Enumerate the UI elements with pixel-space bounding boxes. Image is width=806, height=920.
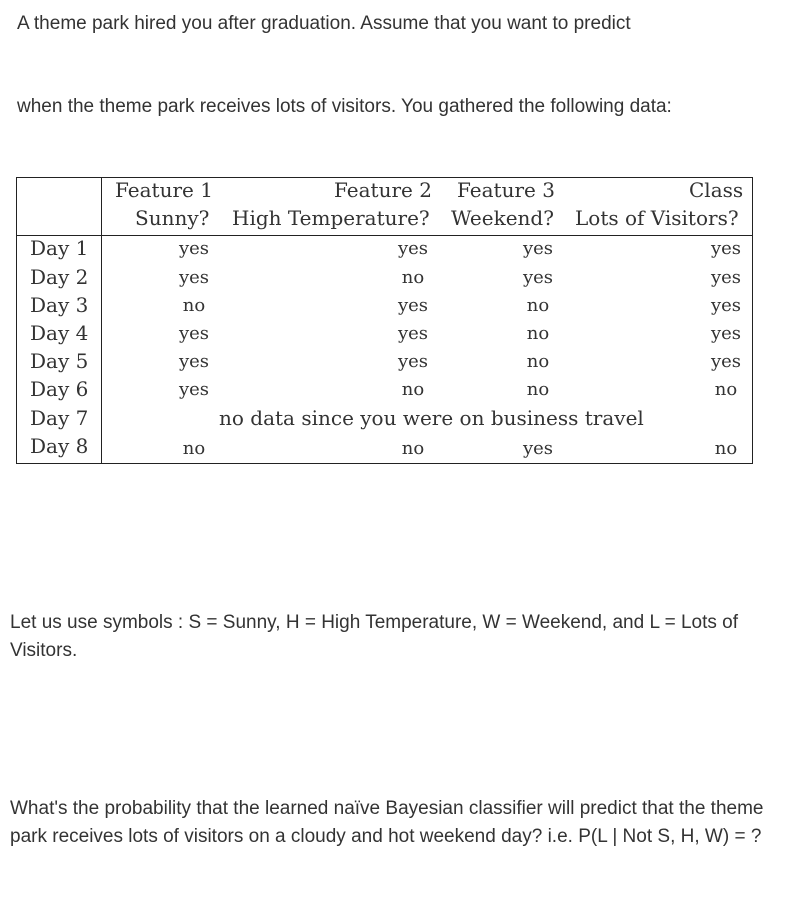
table-cell: yes	[522, 438, 554, 459]
table-cell: no	[526, 379, 550, 400]
table-cell: yes	[178, 267, 210, 288]
table-cell: yes	[710, 295, 742, 316]
missing-data-note: no data since you were on business travel	[219, 406, 644, 430]
table-cell: yes	[178, 323, 210, 344]
table-cell: yes	[710, 323, 742, 344]
intro-line-2: when the theme park receives lots of visitors. You gathered the following data:	[17, 96, 672, 117]
row-day-label: Day 7	[30, 406, 89, 430]
header-feature-3: Feature 3	[457, 178, 555, 202]
row-day-label: Day 2	[30, 265, 89, 289]
header-high-temperature: High Temperature?	[232, 206, 430, 230]
row-day-label: Day 1	[30, 236, 89, 260]
table-cell: yes	[397, 323, 429, 344]
table-cell: yes	[522, 267, 554, 288]
data-table	[16, 177, 753, 464]
table-cell: yes	[397, 351, 429, 372]
row-day-label: Day 3	[30, 293, 89, 317]
table-cell: no	[182, 438, 206, 459]
header-feature-1: Feature 1	[115, 178, 213, 202]
table-cell: no	[401, 267, 425, 288]
symbols-definition: Let us use symbols : S = Sunny, H = High Temperature, W = Weekend, and L = Lots of Visitors.	[10, 612, 739, 661]
row-day-label: Day 8	[30, 434, 89, 458]
table-cell: yes	[710, 238, 742, 259]
header-weekend: Weekend?	[451, 206, 554, 230]
table-header-divider	[17, 235, 752, 236]
table-cell: yes	[710, 351, 742, 372]
table-cell: no	[714, 438, 738, 459]
header-class: Class	[689, 178, 744, 202]
row-day-label: Day 6	[30, 377, 89, 401]
table-cell: yes	[710, 267, 742, 288]
row-day-label: Day 5	[30, 349, 89, 373]
table-cell: yes	[522, 238, 554, 259]
table-cell: no	[526, 323, 550, 344]
table-cell: yes	[178, 238, 210, 259]
table-cell: yes	[178, 379, 210, 400]
question-text: What's the probability that the learned naïve Bayesian classifier will predict that the theme park receives lots of visitors on a cloudy and hot weekend day? i.e. P(L | Not S, H, W) = ?	[10, 798, 764, 847]
header-lots-of-visitors: Lots of Visitors?	[575, 206, 739, 230]
table-cell: no	[526, 351, 550, 372]
table-cell: no	[714, 379, 738, 400]
table-cell: yes	[178, 351, 210, 372]
row-day-label: Day 4	[30, 321, 89, 345]
table-cell: no	[401, 438, 425, 459]
intro-line-1: A theme park hired you after graduation. Assume that you want to predict	[17, 13, 631, 34]
table-cell: no	[401, 379, 425, 400]
table-cell: no	[182, 295, 206, 316]
table-cell: yes	[397, 238, 429, 259]
table-column-divider	[101, 178, 102, 463]
table-cell: yes	[397, 295, 429, 316]
header-sunny: Sunny?	[135, 206, 210, 230]
header-feature-2: Feature 2	[334, 178, 432, 202]
table-cell: no	[526, 295, 550, 316]
